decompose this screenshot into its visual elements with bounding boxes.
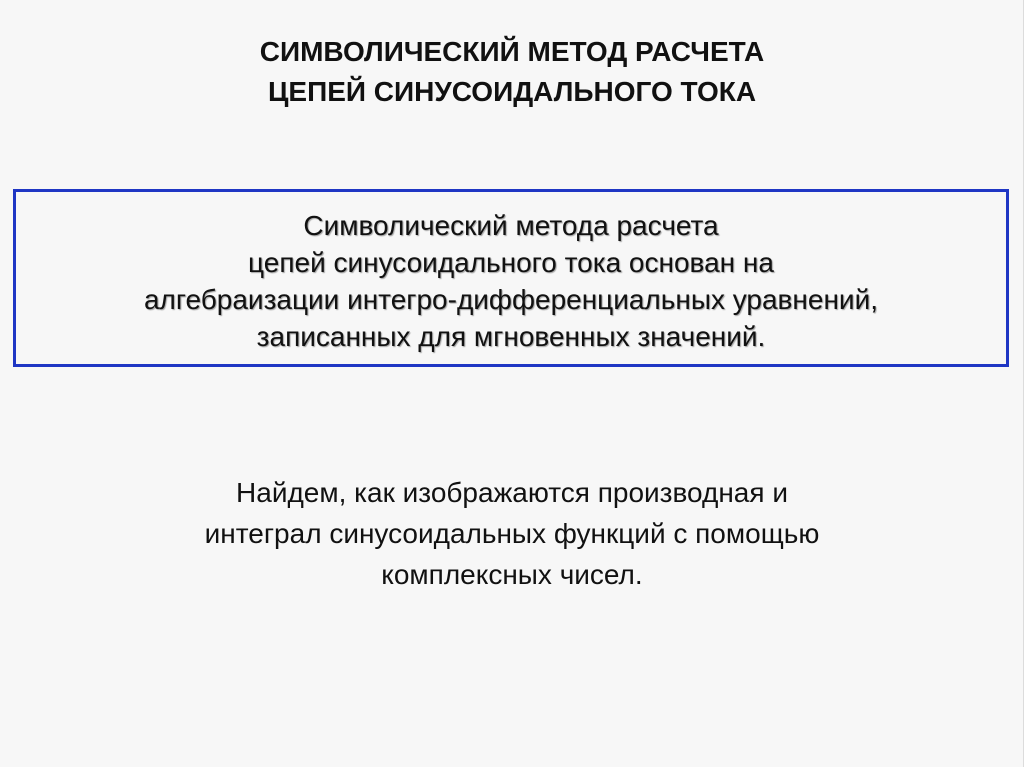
note-line-1: Найдем, как изображаются производная и	[236, 477, 788, 508]
note-line-3: комплексных чисел.	[381, 559, 643, 590]
slide-title-line-2: ЦЕПЕЙ СИНУСОИДАЛЬНОГО ТОКА	[267, 76, 757, 107]
definition-box	[13, 189, 1009, 367]
slide-title-line-1: СИМВОЛИЧЕСКИЙ МЕТОД РАСЧЕТА	[259, 36, 765, 67]
slide-title	[0, 32, 1024, 112]
definition-line-1: Символический метода расчета	[303, 210, 719, 241]
definition-line-4: записанных для мгновенных значений.	[256, 321, 766, 352]
note-line-2: интеграл синусоидальных функций с помощью	[204, 518, 820, 549]
note-paragraph	[0, 472, 1024, 595]
definition-line-2: цепей синусоидального тока основан на	[248, 247, 774, 278]
definition-line-3: алгебраизации интегро-дифференциальных уравнений,	[143, 284, 878, 315]
